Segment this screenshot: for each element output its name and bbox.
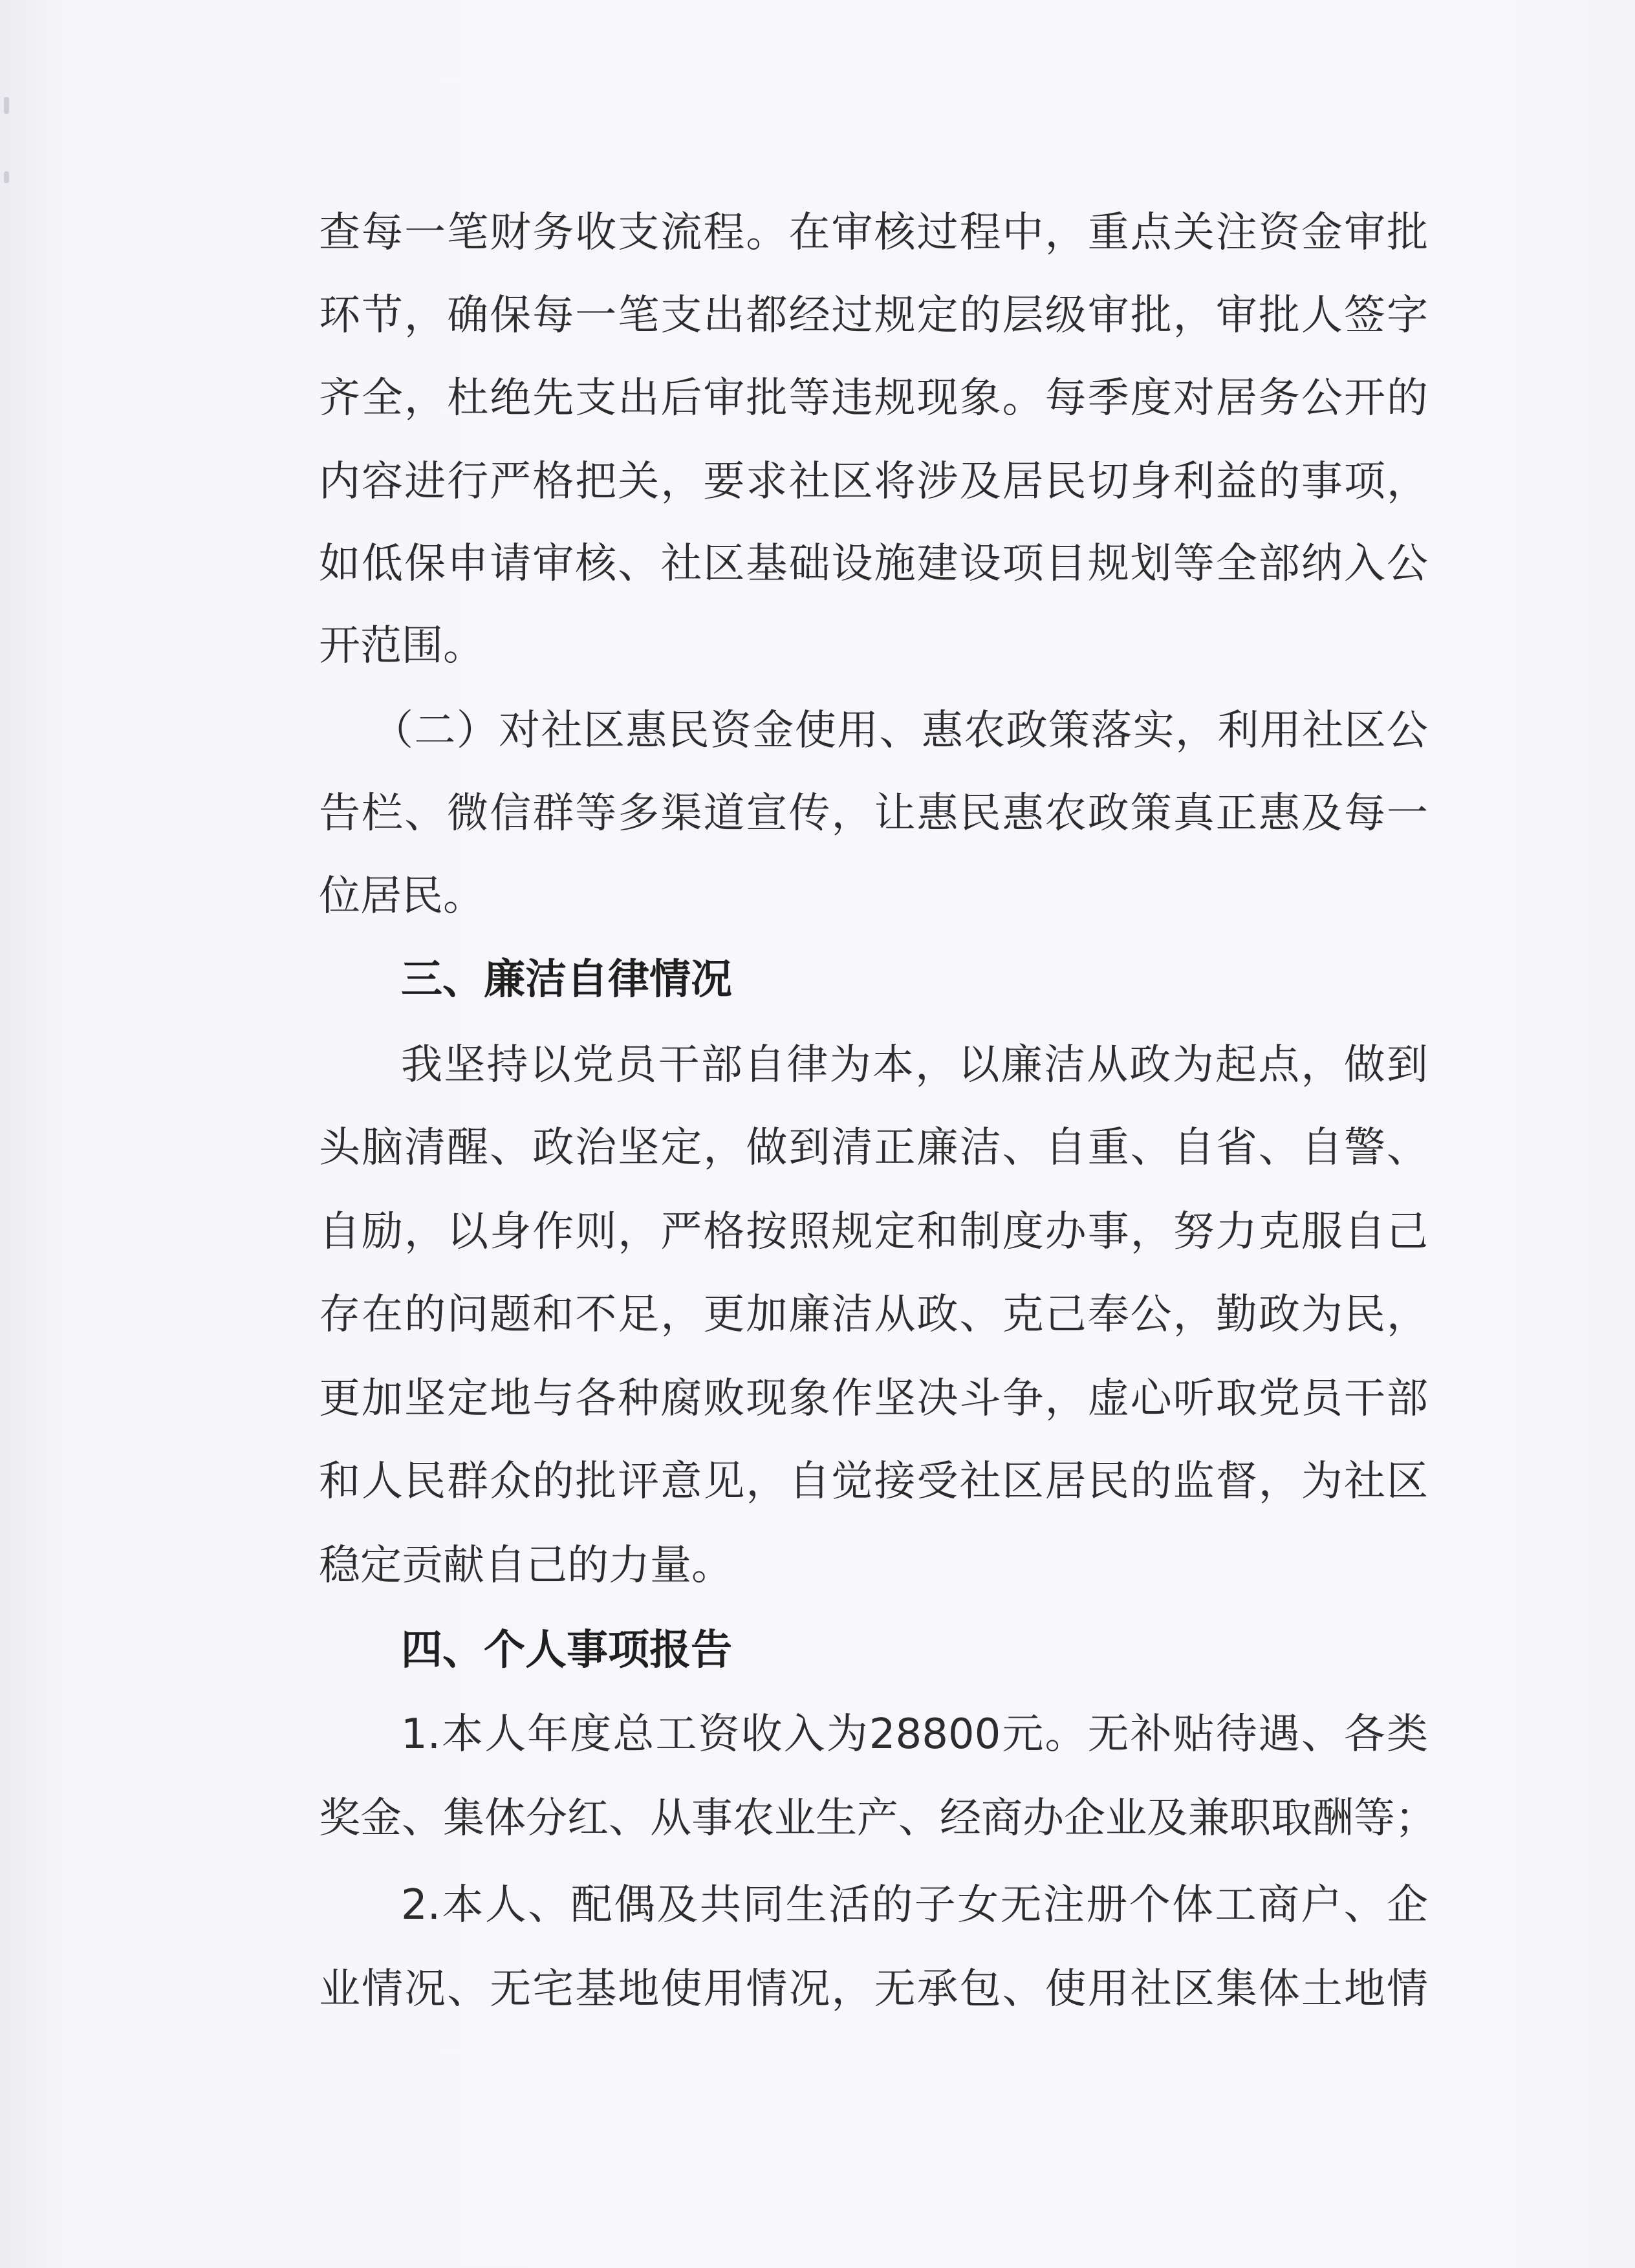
text-line-content: 头脑清醒、政治坚定，做到清正廉洁、自重、自省、自警、 bbox=[319, 1124, 1428, 1172]
text-line bbox=[0, 1870, 1635, 1941]
scan-edge-mark bbox=[4, 97, 9, 114]
text-line bbox=[0, 363, 1635, 434]
text-line-content: 查每一笔财务收支流程。在审核过程中，重点关注资金审批 bbox=[319, 209, 1428, 257]
text-line-content: 业情况、无宅基地使用情况，无承包、使用社区集体土地情 bbox=[319, 1965, 1428, 2013]
text-line bbox=[0, 610, 1635, 682]
text-line bbox=[0, 1363, 1635, 1434]
text-line bbox=[0, 446, 1635, 517]
section-heading-text: 四、个人事项报告 bbox=[401, 1626, 732, 1674]
text-line-content: 奖金、集体分红、从事农业生产、经商办企业及兼职取酬等； bbox=[319, 1795, 1436, 1842]
text-line-content: 和人民群众的批评意见，自觉接受社区居民的监督，为社区 bbox=[319, 1458, 1428, 1506]
text-line bbox=[0, 861, 1635, 932]
text-line bbox=[0, 1783, 1635, 1854]
text-line bbox=[0, 1030, 1635, 1101]
text-line-content: 位居民。 bbox=[319, 872, 484, 920]
text-line bbox=[0, 1196, 1635, 1268]
text-line-content: 齐全，杜绝先支出后审批等违规现象。每季度对居务公开的 bbox=[319, 374, 1428, 422]
scan-edge-mark bbox=[4, 171, 9, 183]
text-line-content: 更加坚定地与各种腐败现象作坚决斗争，虚心听取党员干部 bbox=[319, 1375, 1428, 1423]
text-line bbox=[0, 695, 1635, 766]
text-line bbox=[0, 1954, 1635, 2025]
text-line-content: （二）对社区惠民资金使用、惠农政策落实，利用社区公 bbox=[372, 707, 1428, 755]
text-line-content: 告栏、微信群等多渠道宣传，让惠民惠农政策真正惠及每一 bbox=[319, 790, 1428, 837]
text-line bbox=[0, 1446, 1635, 1517]
text-line bbox=[0, 280, 1635, 351]
text-line-content: 2.本人、配偶及共同生活的子女无注册个体工商户、企 bbox=[401, 1881, 1428, 1929]
text-line-content: 开范围。 bbox=[319, 622, 484, 670]
text-line-content: 存在的问题和不足，更加廉洁从政、克己奉公，勤政为民， bbox=[319, 1291, 1428, 1339]
text-line bbox=[0, 1530, 1635, 1601]
text-line bbox=[0, 1112, 1635, 1183]
text-line-content: 环节，确保每一笔支出都经过规定的层级审批，审批人签字 bbox=[319, 292, 1428, 340]
text-line bbox=[0, 197, 1635, 268]
text-line bbox=[0, 1279, 1635, 1350]
text-line-content: 自励，以身作则，严格按照规定和制度办事，努力克服自己 bbox=[319, 1208, 1428, 1256]
text-line-content: 1.本人年度总工资收入为28800元。无补贴待遇、各类 bbox=[401, 1711, 1428, 1758]
text-line bbox=[0, 528, 1635, 599]
section-heading-text: 三、廉洁自律情况 bbox=[401, 956, 732, 1004]
text-line-content: 如低保申请审核、社区基础设施建设项目规划等全部纳入公 bbox=[319, 540, 1428, 588]
text-line-content: 内容进行严格把关，要求社区将涉及居民切身利益的事项， bbox=[319, 458, 1428, 506]
text-line-content: 稳定贡献自己的力量。 bbox=[319, 1542, 733, 1590]
section-heading bbox=[0, 1615, 1635, 1686]
section-heading bbox=[0, 944, 1635, 1015]
text-line-content: 我坚持以党员干部自律为本，以廉洁从政为起点，做到 bbox=[401, 1041, 1428, 1089]
text-line bbox=[0, 778, 1635, 849]
text-line bbox=[0, 1699, 1635, 1770]
